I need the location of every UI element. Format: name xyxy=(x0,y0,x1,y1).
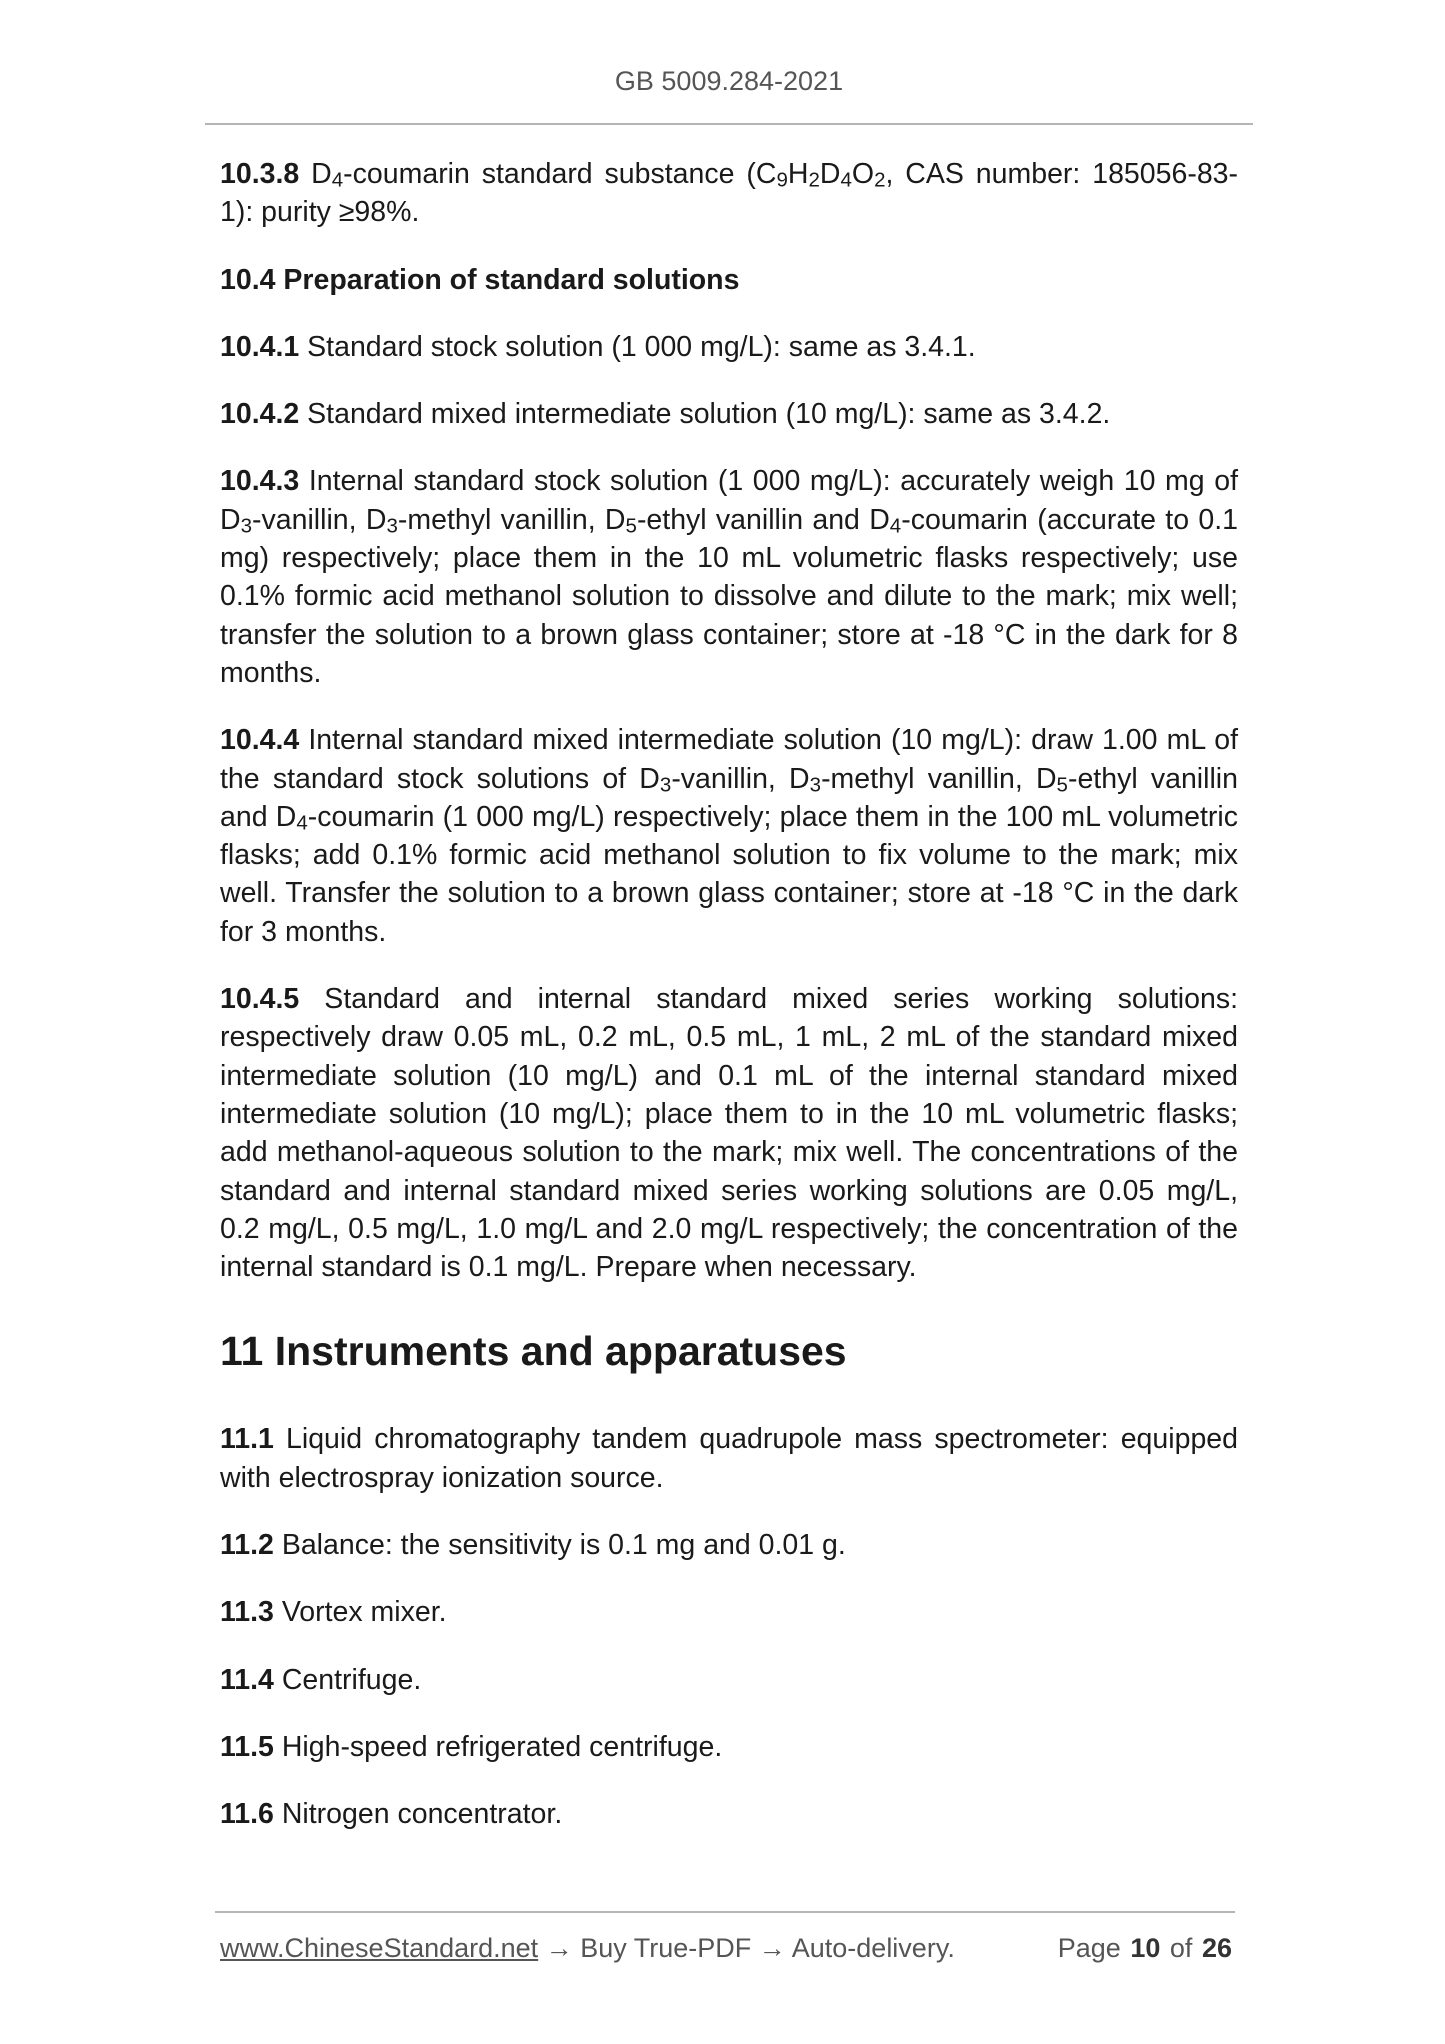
subscript: 4 xyxy=(840,168,852,192)
page-number: 10 xyxy=(1130,1933,1161,1963)
para-11-1 xyxy=(220,1420,1238,1497)
clause-number: 11.5 xyxy=(220,1730,274,1763)
text: -methyl vanillin, D xyxy=(821,762,1057,795)
of-label: of xyxy=(1169,1933,1193,1963)
para-10-3-8 xyxy=(220,155,1238,232)
page-label: Page xyxy=(1057,1933,1121,1963)
subscript: 2 xyxy=(808,168,820,192)
subscript: 3 xyxy=(659,773,672,797)
text: Balance: the sensitivity is 0.1 mg and 0.01 g. xyxy=(273,1529,846,1562)
para-10-4-5 xyxy=(220,980,1238,1286)
para-10-4-2 xyxy=(220,395,1238,433)
text: -methyl vanillin, D xyxy=(397,503,626,536)
footer-divider xyxy=(215,1911,1235,1913)
subscript: 4 xyxy=(331,168,344,192)
text: -ethyl vanillin and D xyxy=(220,762,1238,833)
text: Standard and internal standard mixed series working solutions: respectively draw 0.05 mL, 0.2 mL, 0.5 mL, 1 mL, 2 mL of the standard mixed intermediate solution (10 mg/L) and 0.1 mL of the internal standard mixed intermediate solution (10 mg/L); place them to in the 10 mL volumetric flasks; add methanol-aqueous solution to the mark; mix well. The concentrations of the standard and internal standard mixed series working solutions are 0.05 mg/L, 0.2 mg/L, 0.5 mg/L, 1.0 mg/L and 2.0 mg/L respectively; the concentration of the internal standard is 0.1 mg/L. Prepare when necessary. xyxy=(220,983,1238,1284)
text: Centrifuge. xyxy=(273,1663,422,1696)
header-divider xyxy=(205,123,1253,125)
subscript: 5 xyxy=(1056,773,1068,797)
text: -vanillin, D xyxy=(671,762,810,795)
total-pages: 26 xyxy=(1201,1933,1232,1963)
text: Vortex mixer. xyxy=(273,1596,447,1629)
text: Liquid chromatography tandem quadrupole mass spectrometer: equipped with electrospray ionization source. xyxy=(220,1423,1238,1494)
footer-promo-text: → Buy True-PDF → Auto-delivery. xyxy=(538,1933,955,1963)
clause-number: 10.4.2 xyxy=(220,398,300,431)
subscript: 5 xyxy=(625,514,637,538)
para-11-4 xyxy=(220,1661,1238,1699)
text: , CAS number: 185056-83-1): purity ≥98%. xyxy=(220,158,1239,229)
text: -coumarin (1 000 mg/L) respectively; place them in the 100 mL volumetric flasks; add 0.1% formic acid methanol solution to fix volume to the mark; mix well. Transfer the solution to a brown glass container; store at -18 °C in the dark for 3 months. xyxy=(220,800,1238,948)
text: -ethyl vanillin and D xyxy=(636,503,890,536)
running-header: GB 5009.284-2021 xyxy=(614,66,844,96)
subscript: 3 xyxy=(240,514,253,538)
document-body xyxy=(220,155,1238,1863)
para-11-2 xyxy=(220,1526,1238,1564)
clause-number: 10.3.8 xyxy=(220,158,300,190)
text: D xyxy=(299,158,332,190)
subscript: 3 xyxy=(809,773,822,797)
clause-number: 11.4 xyxy=(220,1663,274,1696)
text: High-speed refrigerated centrifuge. xyxy=(273,1730,723,1763)
subscript: 4 xyxy=(889,514,902,538)
website-link[interactable]: www.ChineseStandard.net xyxy=(220,1933,539,1963)
clause-number: 11.1 xyxy=(220,1423,274,1456)
text: D xyxy=(819,158,841,190)
text: -coumarin standard substance (C xyxy=(343,158,777,190)
para-11-3 xyxy=(220,1593,1238,1631)
subscript: 2 xyxy=(874,168,886,192)
clause-number: 11.6 xyxy=(220,1798,274,1831)
text: -coumarin (accurate to 0.1 mg) respectively; place them in the 10 mL volumetric flasks respectively; use 0.1% formic acid methanol solution to dissolve and dilute to the mark; mix well; transfer the solution to a brown glass container; store at -18 °C in the dark for 8 months. xyxy=(220,503,1238,689)
clause-number: 10.4.4 xyxy=(220,724,300,757)
footer-promo xyxy=(220,1933,955,1964)
para-10-4-4 xyxy=(220,721,1238,951)
clause-number: 10.4.1 xyxy=(220,330,300,363)
para-11-5 xyxy=(220,1728,1238,1766)
page-footer xyxy=(220,1933,1232,1964)
clause-number: 11.2 xyxy=(220,1529,274,1562)
clause-number: 10.4.3 xyxy=(220,465,300,498)
para-10-4-3 xyxy=(220,462,1238,692)
subscript: 3 xyxy=(386,514,398,538)
text: Internal standard mixed intermediate solution (10 mg/L): draw 1.00 mL of the standard stock solutions of D xyxy=(220,724,1238,795)
para-11-6 xyxy=(220,1795,1238,1833)
text: Nitrogen concentrator. xyxy=(273,1798,563,1831)
section-title-11: 11 Instruments and apparatuses xyxy=(220,1328,847,1375)
text: O xyxy=(851,158,875,190)
text: -vanillin, D xyxy=(252,503,387,536)
subscript: 9 xyxy=(776,168,788,192)
text: Standard mixed intermediate solution (10 mg/L): same as 3.4.2. xyxy=(299,398,1111,431)
text: Internal standard stock solution (1 000 mg/L): accurately weigh 10 mg of D xyxy=(220,465,1238,536)
subscript: 4 xyxy=(296,811,308,835)
page-indicator xyxy=(1056,1933,1232,1964)
text: Standard stock solution (1 000 mg/L): same as 3.4.1. xyxy=(299,330,976,363)
clause-number: 11.3 xyxy=(220,1596,274,1629)
clause-number: 10.4.5 xyxy=(220,983,300,1016)
text: H xyxy=(787,158,809,190)
heading-10-4: 10.4 Preparation of standard solutions xyxy=(220,263,740,296)
para-10-4-1 xyxy=(220,328,1238,366)
